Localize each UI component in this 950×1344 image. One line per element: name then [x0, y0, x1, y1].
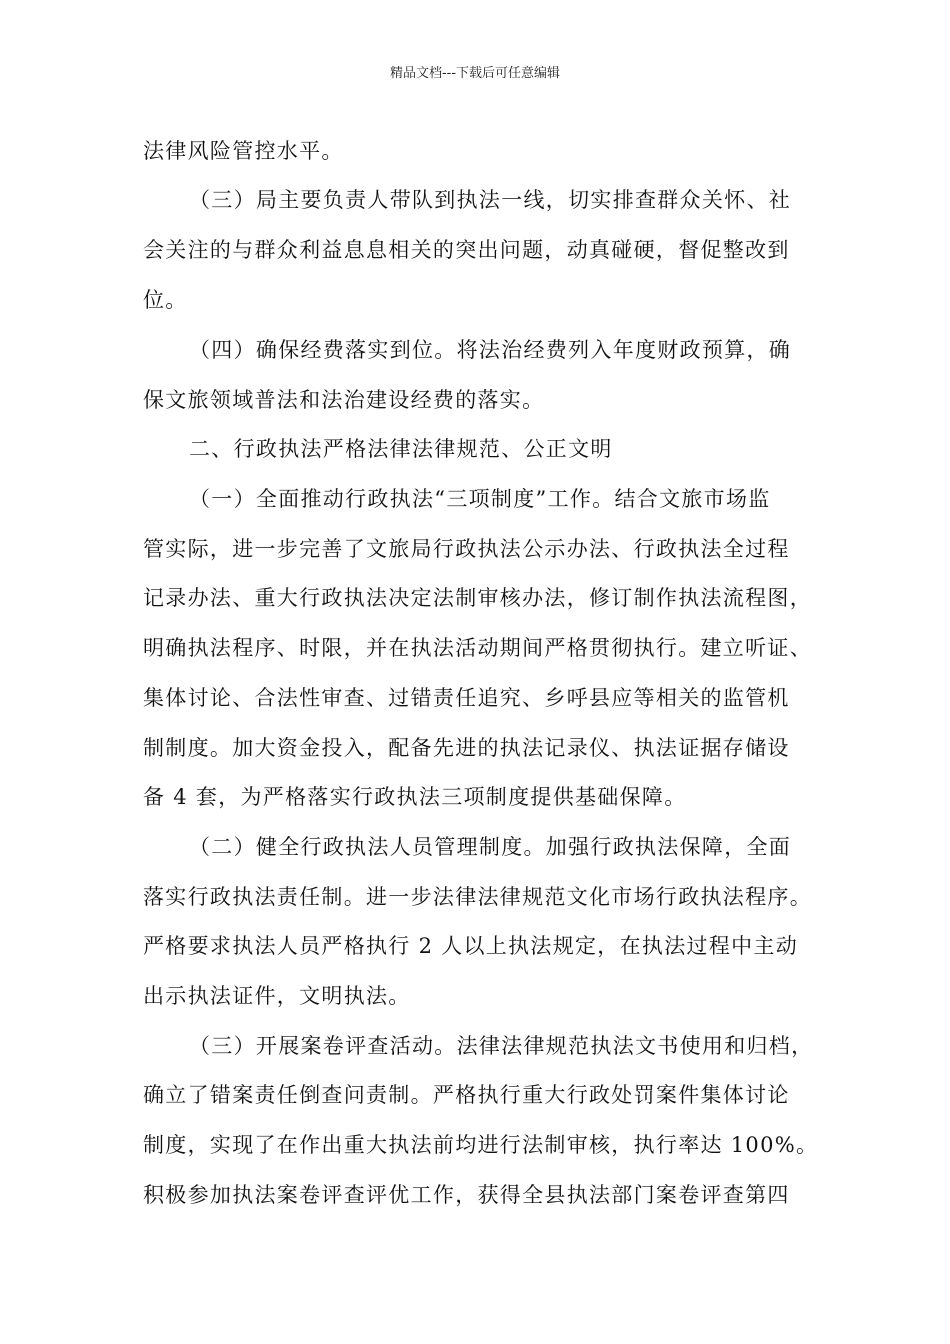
section-heading: 二、行政执法严格法律法律规范、公正文明 — [189, 437, 613, 461]
text-line: 制度，实现了在作出重大执法前均进行法制审核，执行率达 100%。 — [143, 1133, 819, 1157]
text-line: 集体讨论、合法性审查、过错责任追究、乡呼县应等相关的监管机 — [143, 686, 790, 710]
text-line: 保文旅领域普法和法治建设经费的落实。 — [143, 388, 545, 412]
text-line: 明确执法程序、时限，并在执法活动期间严格贯彻执行。建立听证、 — [143, 636, 812, 660]
page-header: 精品文档---下载后可任意编辑 — [389, 66, 561, 81]
text-line: 法律风险管控水平。 — [143, 139, 344, 163]
text-line: （三）局主要负责人带队到执法一线，切实排查群众关怀、社 — [189, 188, 792, 212]
text-line: 位。 — [143, 288, 188, 312]
text-line: 出示执法证件，文明执法。 — [143, 984, 411, 1008]
text-line: （三）开展案卷评查活动。法律法律规范执法文书使用和归档， — [189, 1034, 814, 1058]
text-line: 记录办法、重大行政执法决定法制审核办法，修订制作执法流程图， — [143, 586, 812, 610]
text-line: （二）健全行政执法人员管理制度。加强行政执法保障，全面 — [189, 835, 792, 859]
text-line: 积极参加执法案卷评查评优工作，获得全县执法部门案卷评查第四 — [143, 1183, 790, 1207]
text-line: 管实际，进一步完善了文旅局行政执法公示办法、行政执法全过程 — [143, 537, 790, 561]
text-line: 落实行政执法责任制。进一步法律法律规范文化市场行政执法程序。 — [143, 885, 812, 909]
text-line: 严格要求执法人员严格执行 2 人以上执法规定，在执法过程中主动 — [143, 934, 799, 958]
text-line: （一）全面推动行政执法“三项制度”工作。结合文旅市场监 — [189, 487, 771, 511]
text-line: 制制度。加大资金投入，配备先进的执法记录仪、执法证据存储设 — [143, 736, 790, 760]
text-line: （四）确保经费落实到位。将法治经费列入年度财政预算，确 — [189, 338, 792, 362]
text-line: 会关注的与群众利益息息相关的突出问题，动真碰硬，督促整改到 — [143, 238, 790, 262]
text-line: 备 4 套，为严格落实行政执法三项制度提供基础保障。 — [143, 785, 687, 809]
text-line: 确立了错案责任倒查问责制。严格执行重大行政处罚案件集体讨论 — [143, 1083, 790, 1107]
